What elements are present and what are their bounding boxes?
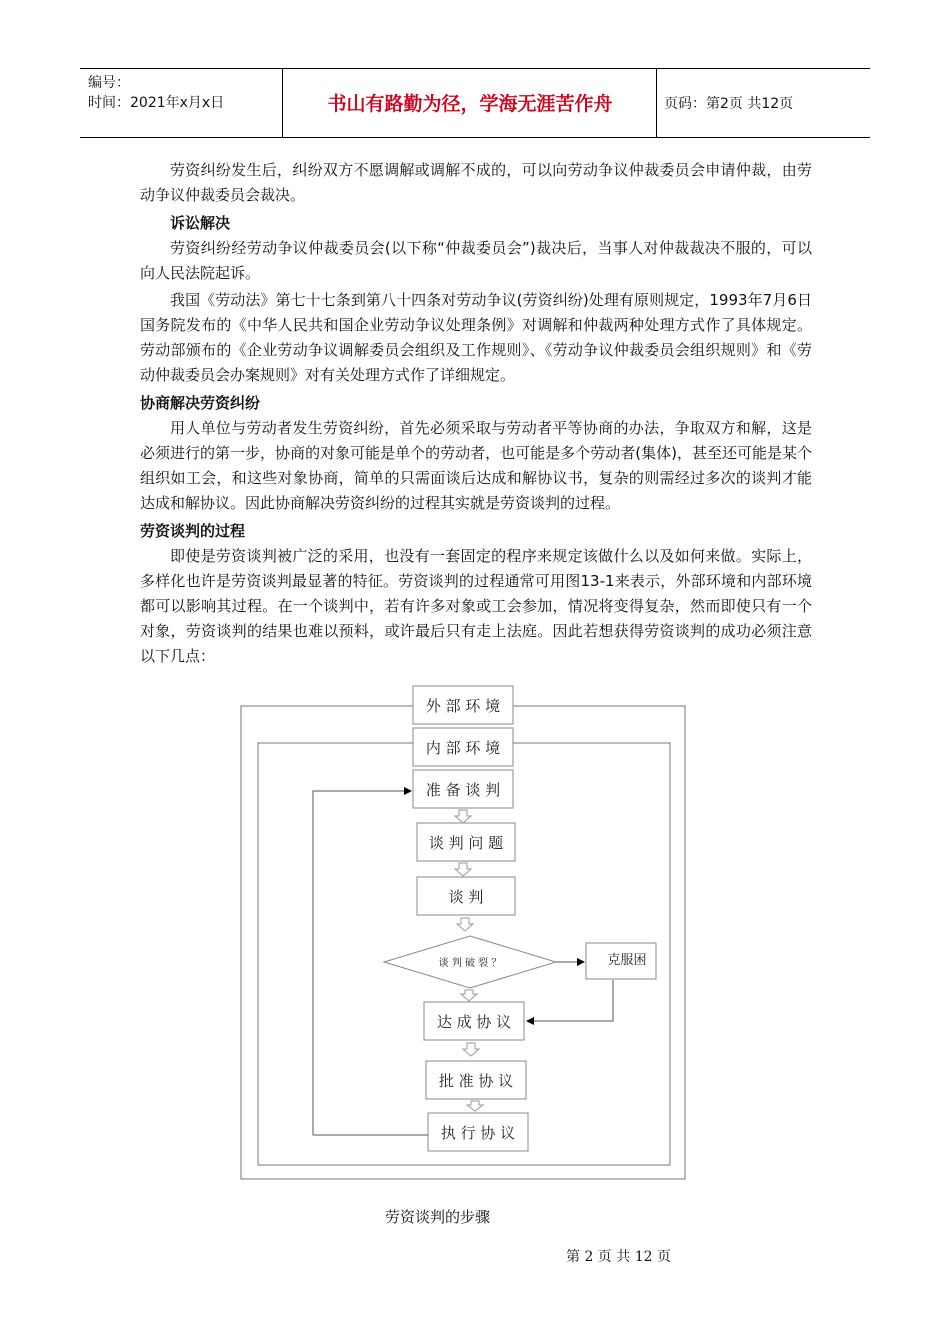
back-to-agreement-arrow [527, 980, 613, 1021]
negotiation-issues-label: 谈 判 问 题 [428, 834, 504, 852]
doc-date: 时间：2021年x月x日 [88, 95, 225, 111]
header-page-number: 页码：第2页 共12页 [664, 96, 794, 112]
header-motto: 书山有路勤为径，学海无涯苦作舟 [327, 93, 613, 115]
paragraph: 用人单位与劳动者发生劳资纠纷，首先必须采取与劳动者平等协商的办法，争取双方和解，这是必须进行的第一步，协商的对象可能是单个的劳动者，也可能是多个劳动者(集体)，甚至还可能是某个组织如工会，和这些对象协商，简单的只需面谈后达成和解协议书，复杂的则需经过多次的谈判才能达成和解协议。因此协商解决劳资纠纷的过程其实就是劳资谈判的过程。 [140, 419, 812, 512]
figure-caption: 劳资谈判的步骤 [385, 1208, 491, 1226]
overcome-difficulty-label: 克服困 [607, 953, 647, 968]
section-heading: 诉讼解决 [170, 214, 231, 232]
breakdown-label: 谈 判 破 裂 ？ [438, 958, 502, 969]
paragraph: 我国《劳动法》第七十七条到第八十四条对劳动争议(劳资纠纷)处理有原则规定，1993年7月6日国务院发布的《中华人民共和国企业劳动争议处理条例》对调解和仲裁两种处理方式作了具体规定。劳动部颁布的《企业劳动争议调解委员会组织及工作规则》、《劳动争议仲裁委员会组织规则》和《劳动仲裁委员会办案规则》对有关处理方式作了详细规定。 [140, 291, 812, 384]
external-environment-label: 外 部 环 境 [425, 697, 501, 715]
paragraph: 劳资纠纷经劳动争议仲裁委员会(以下称“仲裁委员会”)裁决后，当事人对仲裁裁决不服的，可以向人民法院起诉。 [140, 239, 812, 282]
paragraph: 劳资纠纷发生后，纠纷双方不愿调解或调解不成的，可以向劳动争议仲裁委员会申请仲裁，由劳动争议仲裁委员会裁决。 [140, 161, 812, 204]
paragraph: 即使是劳资谈判被广泛的采用，也没有一套固定的程序来规定该做什么以及如何来做。实际上，多样化也许是劳资谈判最显著的特征。劳资谈判的过程通常可用图13-1来表示，外部环境和内部环境都可以影响其过程。在一个谈判中，若有许多对象或工会参加，情况将变得复杂，然而即使只有一个对象，劳资谈判的结果也难以预料，或许最后只有走上法庭。因此若想获得劳资谈判的成功必须注意以下几点： [140, 547, 812, 665]
doc-number: 编号： [88, 75, 130, 91]
reach-agreement-label: 达 成 协 议 [436, 1013, 512, 1031]
prepare-negotiation-label: 准 备 谈 判 [425, 781, 501, 799]
section-heading: 劳资谈判的过程 [140, 522, 246, 540]
page-footer: 第 2 页 共 12 页 [566, 1249, 671, 1265]
internal-environment-label: 内 部 环 境 [425, 739, 501, 757]
execute-agreement-label: 执 行 协 议 [440, 1124, 516, 1142]
section-heading: 协商解决劳资纠纷 [140, 394, 261, 412]
approve-agreement-label: 批 准 协 议 [438, 1072, 514, 1090]
negotiation-label: 谈 判 [448, 888, 484, 906]
